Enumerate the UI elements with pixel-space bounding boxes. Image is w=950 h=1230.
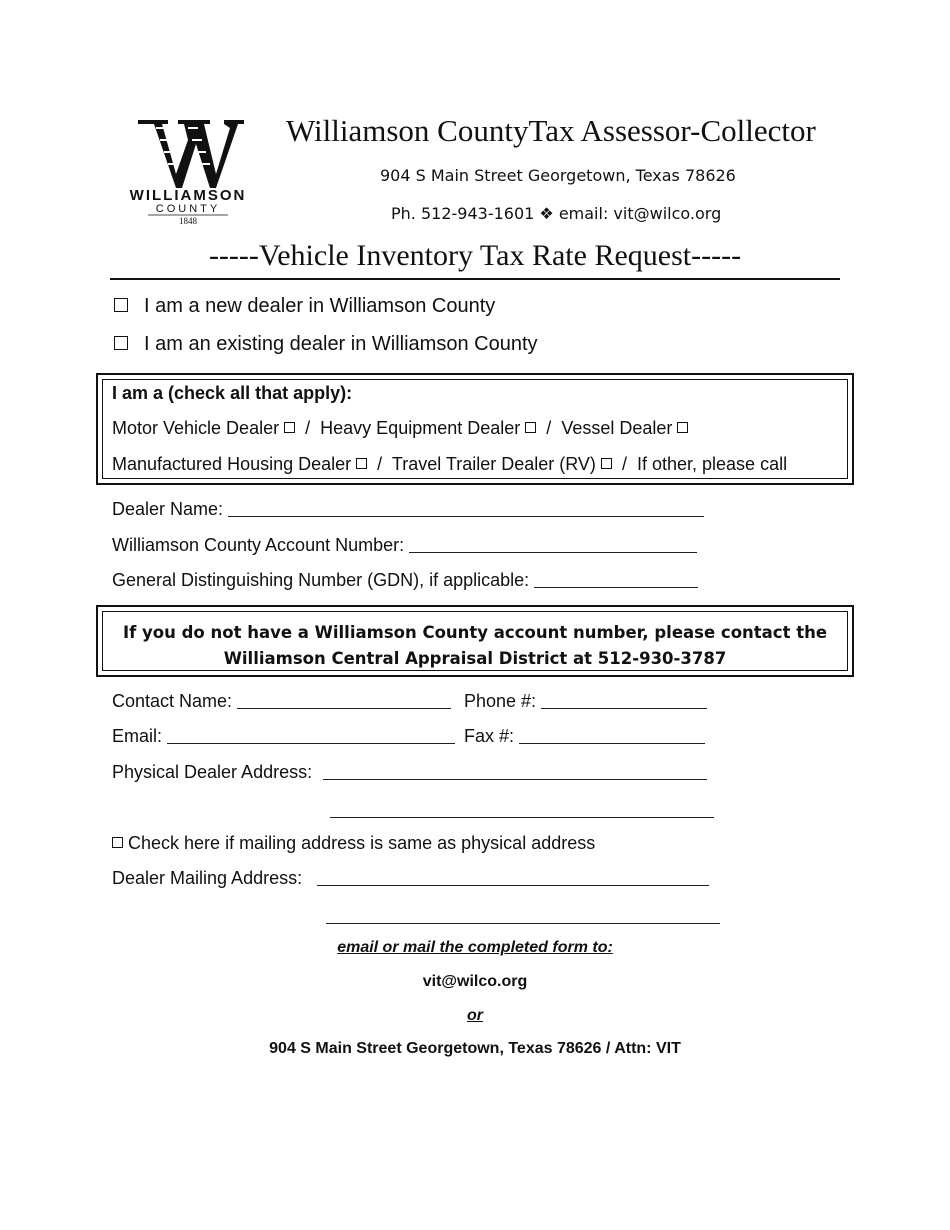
county-logo (112, 116, 264, 226)
account-number-label: Williamson County Account Number: (112, 535, 405, 555)
new-dealer-label: I am a new dealer in Williamson County (144, 295, 496, 317)
travel-trailer-label: Travel Trailer Dealer (RV) (391, 454, 596, 474)
submit-instruction: email or mail the completed form to: (337, 939, 613, 956)
county-logo-icon (112, 116, 264, 226)
new-dealer-checkbox[interactable] (114, 298, 128, 312)
heavy-equipment-label: Heavy Equipment Dealer (320, 418, 521, 438)
motor-vehicle-checkbox[interactable] (284, 422, 295, 433)
existing-dealer-label: I am an existing dealer in Williamson County (144, 333, 538, 355)
existing-dealer-option[interactable] (114, 333, 538, 356)
manufactured-housing-checkbox[interactable] (356, 458, 367, 469)
other-label: If other, please call (636, 454, 788, 474)
or-text: or (467, 1007, 483, 1024)
account-number-field[interactable] (112, 535, 697, 556)
submit-mail-address: 904 S Main Street Georgetown, Texas 78626 / Attn: VIT (269, 1040, 681, 1057)
mailing-address-label: Dealer Mailing Address: (112, 868, 303, 888)
agency-contact: Ph. 512-943-1601 ❖ email: vit@wilco.org (391, 204, 722, 223)
contact-name-blank[interactable] (237, 692, 451, 709)
notice-line-1: If you do not have a Williamson County account number, please contact the (122, 623, 828, 642)
mailing-same-checkbox[interactable] (112, 837, 123, 848)
vessel-label: Vessel Dealer (561, 418, 673, 438)
physical-address-field[interactable] (112, 762, 707, 783)
email-blank[interactable] (167, 727, 455, 744)
new-dealer-option[interactable] (114, 295, 495, 318)
mailing-address-blank-2[interactable] (326, 907, 720, 924)
physical-address-blank-2[interactable] (330, 801, 714, 818)
dealer-type-row-2 (112, 454, 787, 475)
logo-year: 1848 (179, 216, 197, 226)
account-number-blank[interactable] (409, 536, 697, 553)
gdn-field[interactable] (112, 570, 698, 591)
dealer-type-row-1 (112, 418, 688, 439)
mailing-address-field[interactable] (112, 868, 709, 889)
email-label: Email: (112, 726, 163, 746)
phone-label: Phone #: (464, 691, 537, 711)
dealer-type-heading: I am a (check all that apply): (112, 383, 353, 403)
fax-label: Fax #: (464, 726, 515, 746)
manufactured-housing-label: Manufactured Housing Dealer (112, 454, 352, 474)
separator: / (305, 418, 311, 438)
separator: / (546, 418, 552, 438)
title-rule (110, 278, 840, 280)
email-field[interactable] (112, 726, 455, 747)
form-title: -----Vehicle Inventory Tax Rate Request----- (208, 239, 742, 272)
dealer-name-field[interactable] (112, 499, 704, 520)
mailing-address-blank-1[interactable] (317, 869, 709, 886)
phone-field[interactable] (464, 691, 707, 712)
heavy-equipment-checkbox[interactable] (525, 422, 536, 433)
account-notice-box (96, 605, 854, 677)
existing-dealer-checkbox[interactable] (114, 336, 128, 350)
submit-email-link[interactable]: vit@wilco.org (422, 973, 528, 990)
dealer-name-label: Dealer Name: (112, 499, 224, 519)
agency-address: 904 S Main Street Georgetown, Texas 78626 (380, 166, 736, 185)
logo-word: WILLIAMSON (129, 187, 247, 204)
fax-field[interactable] (464, 726, 705, 747)
gdn-blank[interactable] (534, 571, 698, 588)
separator: / (377, 454, 383, 474)
contact-name-label: Contact Name: (112, 691, 233, 711)
separator: / (621, 454, 627, 474)
contact-name-field[interactable] (112, 691, 451, 712)
phone-blank[interactable] (541, 692, 707, 709)
physical-address-label: Physical Dealer Address: (112, 762, 313, 782)
mailing-same-option[interactable] (112, 833, 595, 854)
travel-trailer-checkbox[interactable] (601, 458, 612, 469)
fax-blank[interactable] (519, 727, 705, 744)
agency-title: Williamson CountyTax Assessor-Collector (286, 113, 816, 148)
gdn-label: General Distinguishing Number (GDN), if applicable: (112, 570, 530, 590)
logo-sub: COUNTY (155, 203, 221, 215)
motor-vehicle-label: Motor Vehicle Dealer (112, 418, 280, 438)
mailing-same-label: Check here if mailing address is same as physical address (128, 833, 596, 853)
vessel-checkbox[interactable] (677, 422, 688, 433)
physical-address-blank-1[interactable] (323, 763, 707, 780)
notice-line-2: Williamson Central Appraisal District at 512-930-3787 (223, 649, 727, 668)
dealer-name-blank[interactable] (228, 500, 704, 517)
